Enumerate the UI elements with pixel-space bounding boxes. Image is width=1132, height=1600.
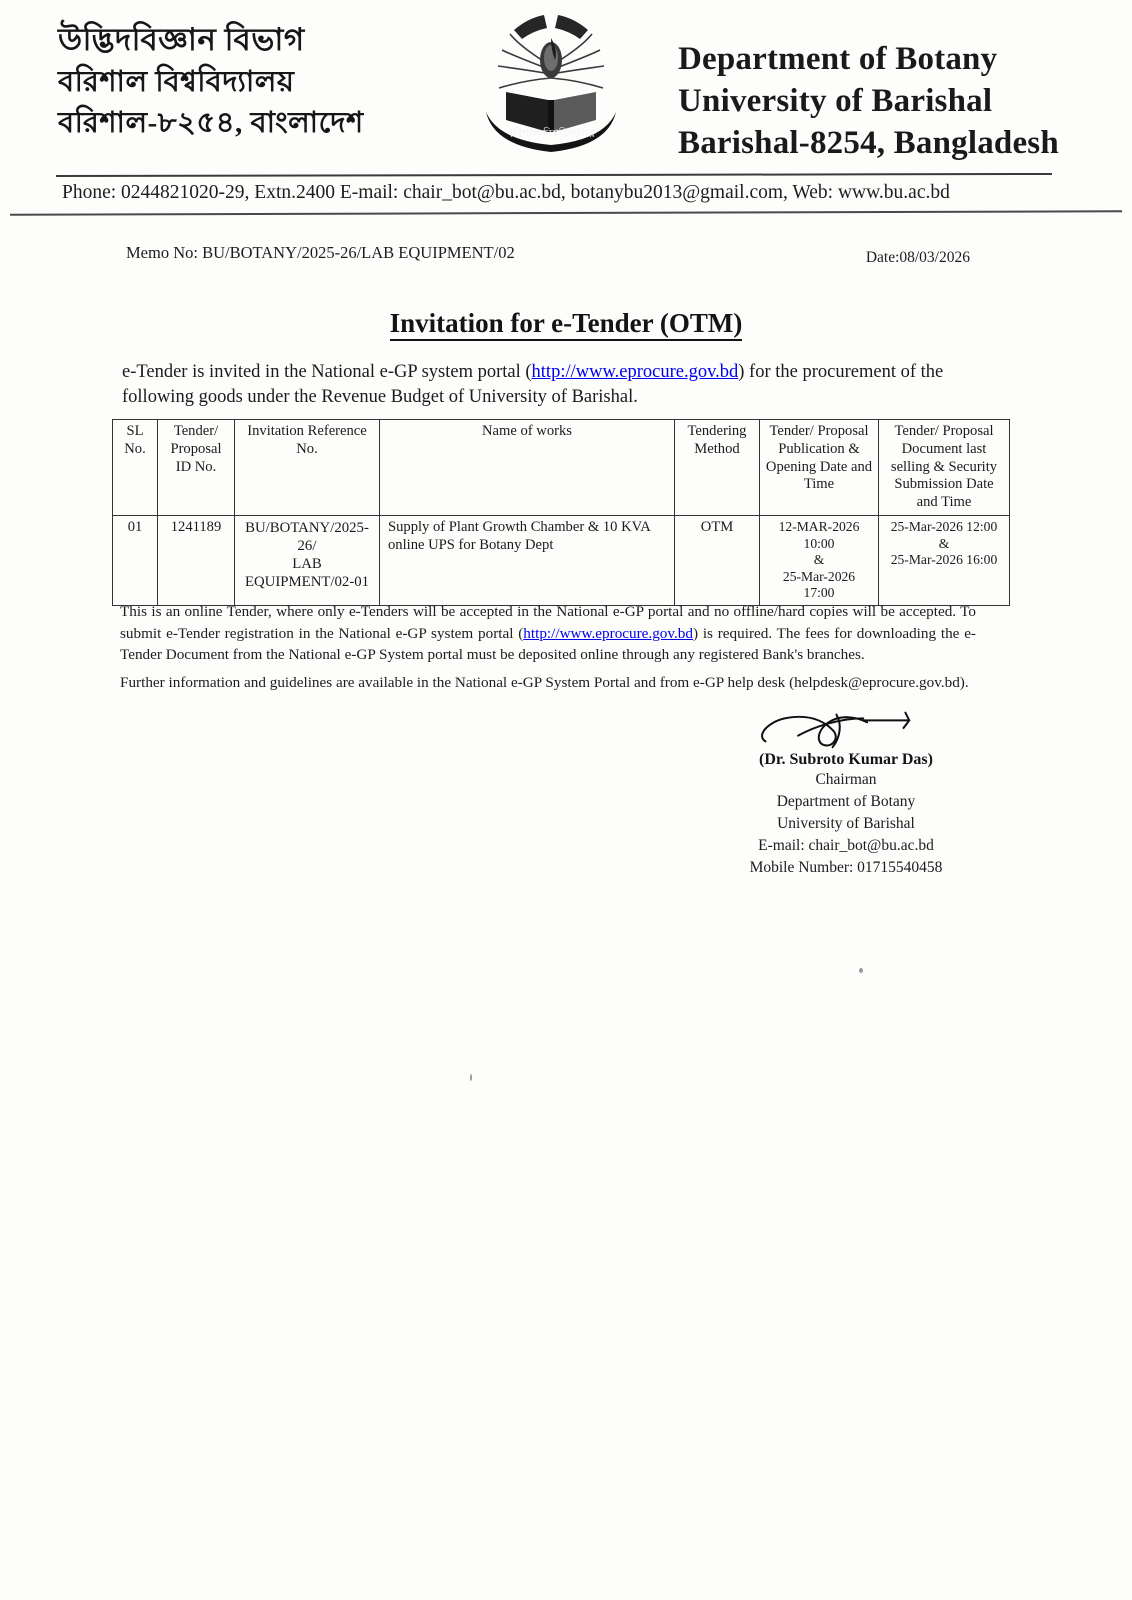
col-header-sl-no: SL No. [113,420,158,516]
cell-last-selling-submission [879,515,1010,605]
col-header-last-selling-submission: Tender/ Proposal Document last selling & Security Submission Date and Time [879,420,1010,516]
signatory-mobile: Mobile Number: 01715540458 [749,859,943,876]
letterhead-english-block [678,38,1098,165]
cell-tender-id: 1241189 [158,515,235,605]
scan-speck [859,968,863,973]
signature-block [690,705,1002,879]
cell-sl-no: 01 [113,515,158,605]
col-header-tender-id: Tender/ Proposal ID No. [158,420,235,516]
cell-last-line1: 25-Mar-2026 12:00 [890,518,998,534]
letterhead-bangla-department: উদ্ভিদবিজ্ঞান বিভাগ [58,22,305,57]
tender-table-head [113,420,1010,516]
signatory-department: Department of Botany [776,793,916,810]
intro-text-before: e-Tender is invited in the National e-GP system portal ( [122,362,532,382]
page-title-text: Invitation for e-Tender (OTM) [390,308,743,341]
cell-tendering-method: OTM [675,515,760,605]
online-tender-paragraph [120,601,976,666]
para1-text-before: This is an online Tender, where only e-Tenders will be accepted in the National e-GP portal and no offline/hard copies will be accepted. To submit e-Tender registration in the National e-GP system portal ( [120,603,976,642]
cell-invitation-reference-line4: EQUIPMENT/02-01 [244,574,370,591]
signatory-name: (Dr. Subroto Kumar Das) [759,751,933,768]
letterhead-bangla-address: বরিশাল-৮২৫৪, বাংলাদেশ [58,107,364,140]
cell-last-line2: & [938,535,950,551]
cell-publication-line5: 17:00 [803,585,835,601]
intro-paragraph [122,360,974,410]
cell-publication-line4: 25-Mar-2026 [782,568,856,584]
page-title [0,308,1132,339]
cell-publication-line2: 10:00 [803,535,835,551]
signatory-university: University of Barishal [777,815,915,832]
cell-name-of-works: Supply of Plant Growth Chamber & 10 KVA online UPS for Botany Dept [380,515,675,605]
university-crest-logo-icon [466,8,636,168]
col-header-name-of-works: Name of works [380,420,675,516]
crest-ribbon-caption: বরিশাল বিশ্ববিদ্যালয় [507,128,595,140]
signatory-email: E-mail: chair_bot@bu.ac.bd [758,837,934,854]
letterhead-bangla-block [58,18,458,144]
further-information-paragraph: Further information and guidelines are available in the National e-GP System Portal and from e-GP help desk (helpdesk@eprocure.gov.bd). [120,674,969,691]
col-header-publication-opening: Tender/ Proposal Publication & Opening Date and Time [760,420,879,516]
eprocure-portal-link-secondary[interactable]: http://www.eprocure.gov.bd [523,624,693,642]
cell-invitation-reference-line2: 26/ [297,538,317,555]
memo-row [126,243,1006,265]
eprocure-portal-link[interactable]: http://www.eprocure.gov.bd [531,362,739,382]
letterhead-divider-bottom [10,210,1122,215]
memo-number: Memo No: BU/BOTANY/2025-26/LAB EQUIPMENT/02 [126,243,515,262]
memo-date: Date:08/03/2026 [865,249,970,266]
letterhead-english-department: Department of Botany [678,41,998,77]
letterhead-divider-top [56,173,1052,177]
tender-table-body [113,515,1010,605]
cell-invitation-reference-line1: BU/BOTANY/2025- [245,519,369,536]
cell-last-line3: 25-Mar-2026 16:00 [890,552,998,568]
tender-table [112,419,1010,606]
letterhead-contact-line: Phone: 0244821020-29, Extn.2400 E-mail: chair_bot@bu.ac.bd, botanybu2013@gmail.com, Web: www.bu.ac.bd [62,182,950,203]
scan-speck [470,1074,472,1081]
cell-publication-line3: & [813,552,825,568]
intro-text-after: ) for the procurement of the following goods under the Revenue Budget of University of Barishal. [122,362,944,408]
col-header-tendering-method: Tendering Method [675,420,760,516]
cell-publication-line1: 12-MAR-2026 [778,518,860,534]
col-header-invitation-ref: Invitation Reference No. [235,420,380,516]
letterhead [0,0,1132,203]
cell-invitation-reference-line3: LAB [292,556,322,573]
table-row [113,515,1010,605]
table-header-row [113,420,1010,516]
para1-text-after: ) is required. The fees for downloading the e-Tender Document from the National e-GP System portal must be deposited online through any registered Bank's branches. [120,624,976,664]
letterhead-english-university: University of Barishal [678,83,993,120]
signatory-designation: Chairman [815,771,877,788]
handwritten-signature-icon [690,705,1002,749]
cell-publication-opening [760,515,879,605]
letterhead-bangla-university: বরিশাল বিশ্ববিদ্যালয় [58,66,295,99]
letterhead-english-address: Barishal-8254, Bangladesh [678,125,1059,162]
cell-invitation-reference [235,515,380,605]
